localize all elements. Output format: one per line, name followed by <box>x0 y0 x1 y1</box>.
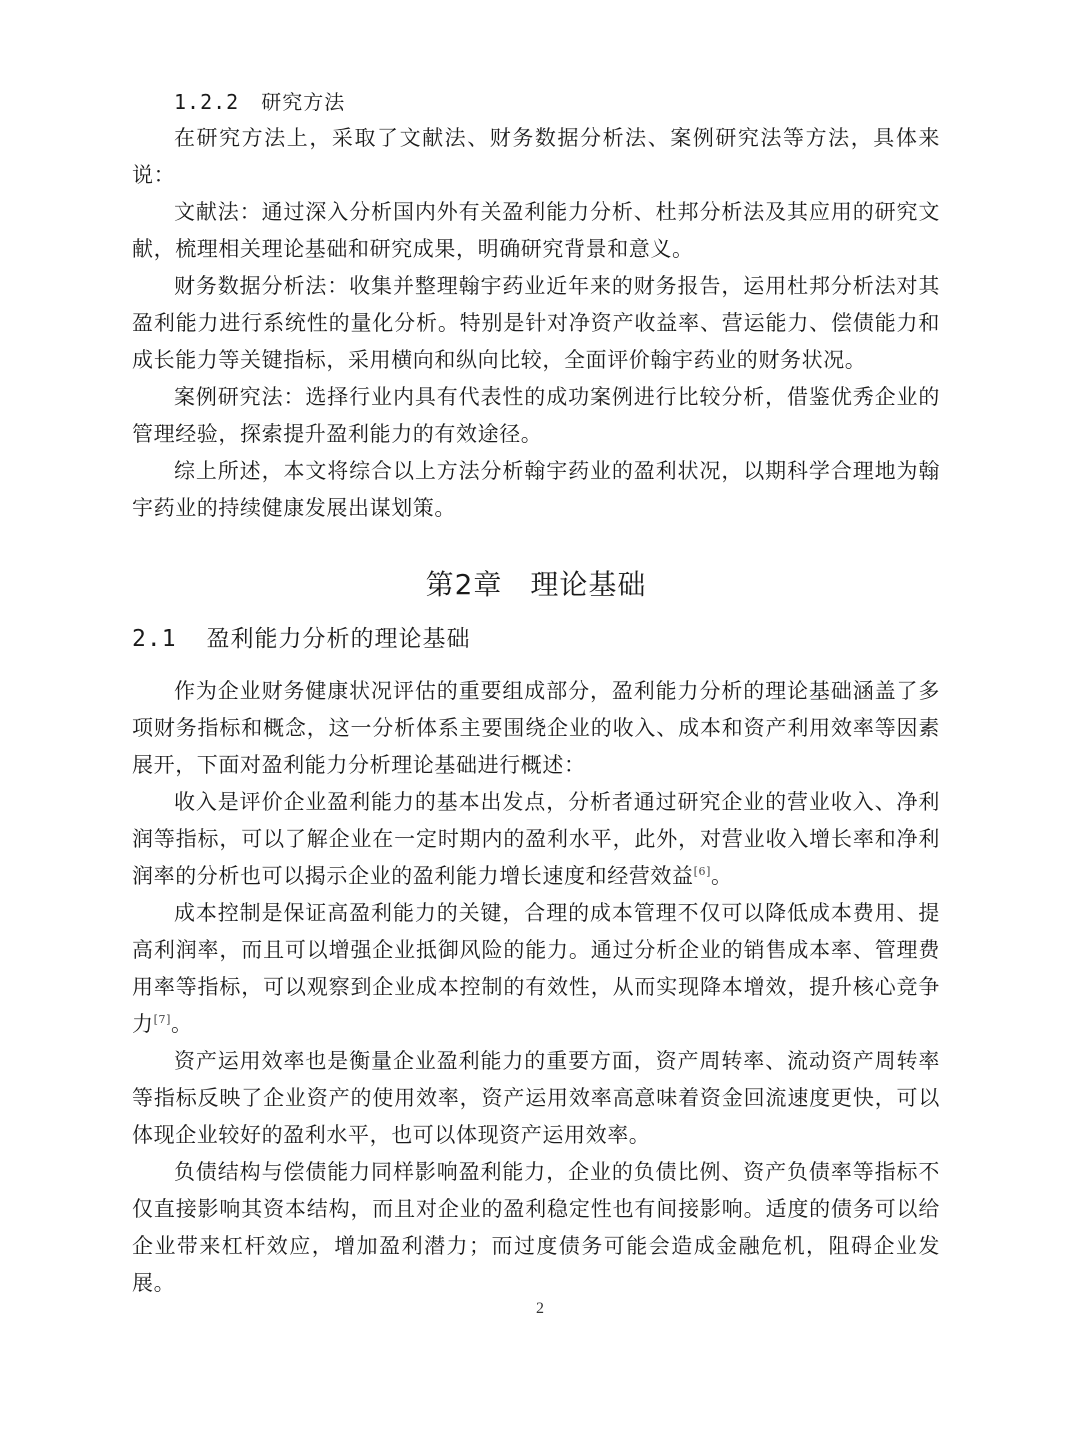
methods-intro-paragraph: 在研究方法上，采取了文献法、财务数据分析法、案例研究法等方法，具体来说： <box>132 126 940 187</box>
subsection-title: 研究方法 <box>261 90 346 114</box>
asset-efficiency-paragraph: 资产运用效率也是衡量企业盈利能力的重要方面，资产周转率、流动资产周转率等指标反映了企业资产的使用效率，资产运用效率高意味着资金回流速度更快，可以体现企业较好的盈利水平，也可以体现资产运用效率。 <box>132 1049 940 1147</box>
financial-analysis-method-paragraph: 财务数据分析法：收集并整理翰宇药业近年来的财务报告，运用杜邦分析法对其盈利能力进行系统性的量化分析。特别是针对净资产收益率、营运能力、偿债能力和成长能力等关键指标，采用横向和纵向比较，全面评价翰宇药业的财务状况。 <box>132 274 940 372</box>
theory-intro-paragraph: 作为企业财务健康状况评估的重要组成部分，盈利能力分析的理论基础涵盖了多项财务指标和概念，这一分析体系主要围绕企业的收入、成本和资产利用效率等因素展开，下面对盈利能力分析理论基础进行概述： <box>132 679 940 777</box>
chapter-number: 第2章 <box>425 568 503 601</box>
cost-control-text: 成本控制是保证高盈利能力的关键，合理的成本管理不仅可以降低成本费用、提高利润率，而且可以增强企业抵御风险的能力。通过分析企业的销售成本率、管理费用率等指标，可以观察到企业成本控制的有效性，从而实现降本增效，提升核心竞争力 <box>132 901 940 1036</box>
cost-control-end: 。 <box>171 1012 193 1036</box>
debt-structure-paragraph: 负债结构与偿债能力同样影响盈利能力，企业的负债比例、资产负债率等指标不仅直接影响其资本结构，而且对企业的盈利稳定性也有间接影响。适度的债务可以给企业带来杠杆效应，增加盈利潜力；而过度债务可能会造成金融危机，阻碍企业发展。 <box>132 1160 940 1295</box>
chapter-title: 理论基础 <box>530 568 647 601</box>
page-number: 2 <box>536 1300 544 1317</box>
section-heading <box>132 619 940 659</box>
chapter-heading <box>132 565 940 605</box>
subsection-number: 1.2.2 <box>174 90 240 114</box>
section-number: 2.1 <box>132 626 177 652</box>
methods-summary-paragraph: 综上所述，本文将综合以上方法分析翰宇药业的盈利状况，以期科学合理地为翰宇药业的持续健康发展出谋划策。 <box>132 459 940 520</box>
document-page <box>132 84 940 1302</box>
case-study-method-paragraph: 案例研究法：选择行业内具有代表性的成功案例进行比较分析，借鉴优秀企业的管理经验，探索提升盈利能力的有效途径。 <box>132 385 940 446</box>
citation-6: [6] <box>693 865 711 878</box>
literature-method-paragraph: 文献法：通过深入分析国内外有关盈利能力分析、杜邦分析法及其应用的研究文献，梳理相关理论基础和研究成果，明确研究背景和意义。 <box>132 200 940 261</box>
cost-control-paragraph <box>132 895 940 1043</box>
section-title: 盈利能力分析的理论基础 <box>206 626 471 652</box>
revenue-end: 。 <box>711 864 733 888</box>
revenue-paragraph <box>132 784 940 895</box>
citation-7: [7] <box>153 1013 171 1026</box>
subsection-heading <box>132 84 940 120</box>
revenue-text: 收入是评价企业盈利能力的基本出发点，分析者通过研究企业的营业收入、净利润等指标，可以了解企业在一定时期内的盈利水平，此外，对营业收入增长率和净利润率的分析也可以揭示企业的盈利能力增长速度和经营效益 <box>132 790 940 888</box>
